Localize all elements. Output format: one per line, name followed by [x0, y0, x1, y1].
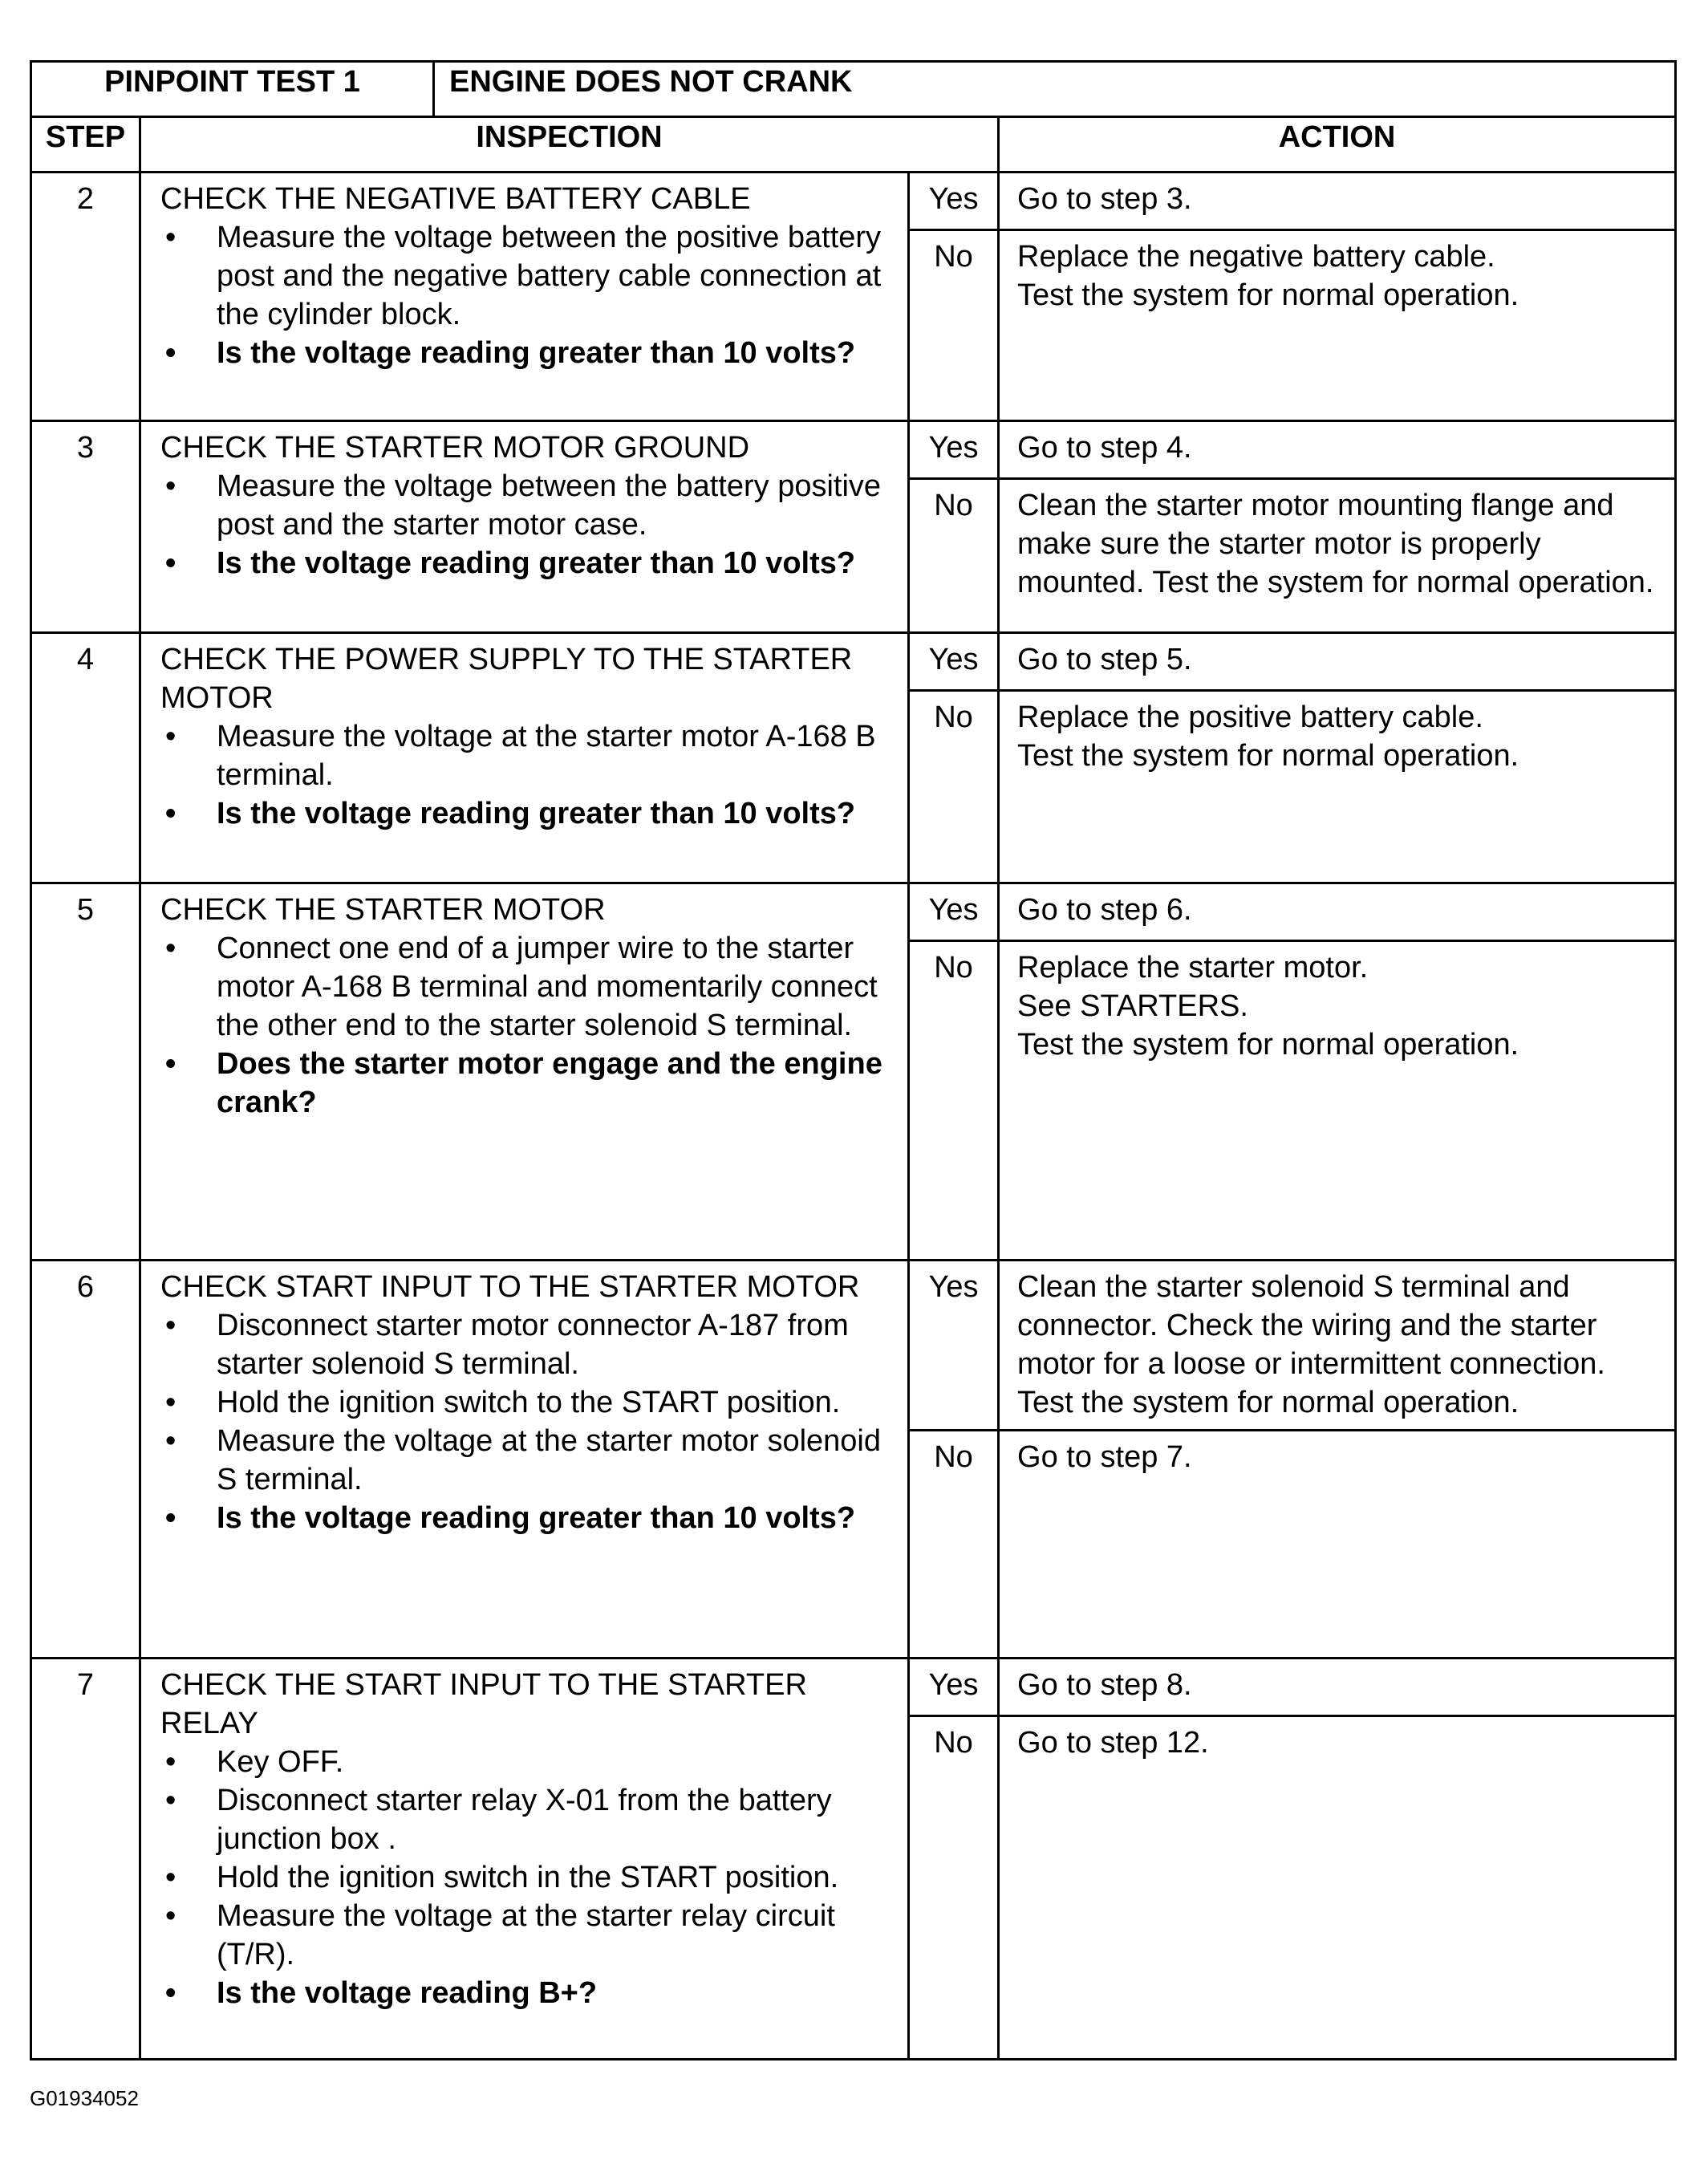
- action-line: Go to step 5.: [1017, 643, 1192, 676]
- inspection-cell: [140, 421, 909, 633]
- no-action: [999, 691, 1676, 883]
- step-number: 7: [31, 1659, 140, 2060]
- inspection-cell: [140, 173, 909, 421]
- inspection-question: • Does the starter motor engage and the engine crank?: [160, 1045, 895, 1122]
- step-title: CHECK START INPUT TO THE STARTER MOTOR: [160, 1270, 860, 1304]
- inspection-list: [160, 1306, 895, 1537]
- inspection-cell: [140, 1659, 909, 2060]
- yes-label: Yes: [909, 883, 999, 941]
- step-number: 3: [31, 421, 140, 633]
- yes-action: [999, 883, 1676, 941]
- step-number: 6: [31, 1261, 140, 1659]
- test-title: ENGINE DOES NOT CRANK: [434, 62, 1676, 117]
- action-line: Go to step 12.: [1017, 1726, 1209, 1760]
- action-line: Replace the negative battery cable.: [1017, 240, 1495, 274]
- inspection-bullet: • Hold the ignition switch in the START position.: [160, 1858, 895, 1897]
- inspection-bullet: • Disconnect starter motor connector A-187 from starter solenoid S terminal.: [160, 1306, 895, 1383]
- inspection-bullet: • Measure the voltage at the starter motor A-168 B terminal.: [160, 717, 895, 794]
- test-header-row: [31, 62, 1676, 117]
- no-action: [999, 230, 1676, 421]
- yes-action: [999, 1659, 1676, 1716]
- step-number: 5: [31, 883, 140, 1261]
- yes-label: Yes: [909, 1261, 999, 1431]
- step-row: [31, 1659, 1676, 1716]
- no-label: No: [909, 941, 999, 1261]
- figure-code: G01934052: [30, 2086, 139, 2110]
- action-line: Go to step 6.: [1017, 893, 1192, 927]
- action-line: See STARTERS.: [1017, 989, 1248, 1023]
- yes-action: [999, 633, 1676, 691]
- yes-action: [999, 173, 1676, 230]
- action-line: Go to step 3.: [1017, 182, 1192, 216]
- yes-action: [999, 421, 1676, 479]
- yes-action: [999, 1261, 1676, 1431]
- action-line: Test the system for normal operation.: [1017, 739, 1519, 773]
- step-title: CHECK THE STARTER MOTOR GROUND: [160, 431, 750, 465]
- step-row: [31, 173, 1676, 230]
- no-action: [999, 1431, 1676, 1659]
- inspection-list: [160, 218, 895, 372]
- action-line: Clean the starter solenoid S terminal and connector. Check the wiring and the starter motor for a loose or intermittent connection. Test the system for normal operation.: [1017, 1270, 1605, 1419]
- action-line: Go to step 8.: [1017, 1668, 1192, 1702]
- yes-label: Yes: [909, 633, 999, 691]
- action-line: Replace the positive battery cable.: [1017, 700, 1483, 734]
- test-label: PINPOINT TEST 1: [31, 62, 434, 117]
- inspection-question: • Is the voltage reading B+?: [160, 1974, 895, 2012]
- inspection-cell: [140, 633, 909, 883]
- col-inspection-header: INSPECTION: [140, 117, 999, 173]
- action-line: Test the system for normal operation.: [1017, 278, 1519, 312]
- yes-label: Yes: [909, 173, 999, 230]
- inspection-list: [160, 1743, 895, 2012]
- column-header-row: [31, 117, 1676, 173]
- action-line: Test the system for normal operation.: [1017, 1028, 1519, 1062]
- no-action: [999, 479, 1676, 633]
- step-row: [31, 1261, 1676, 1431]
- step-title: CHECK THE STARTER MOTOR: [160, 893, 606, 927]
- inspection-question: • Is the voltage reading greater than 10 volts?: [160, 334, 895, 372]
- no-label: No: [909, 1716, 999, 2060]
- step-number: 4: [31, 633, 140, 883]
- action-line: Replace the starter motor.: [1017, 951, 1369, 985]
- inspection-bullet: • Measure the voltage at the starter motor solenoid S terminal.: [160, 1422, 895, 1499]
- inspection-bullet: • Hold the ignition switch to the START position.: [160, 1383, 895, 1422]
- step-row: [31, 883, 1676, 941]
- inspection-bullet: • Connect one end of a jumper wire to the starter motor A-168 B terminal and momentarily connect the other end to the starter solenoid S terminal.: [160, 929, 895, 1045]
- no-action: [999, 941, 1676, 1261]
- inspection-question: • Is the voltage reading greater than 10 volts?: [160, 544, 895, 583]
- inspection-list: [160, 717, 895, 833]
- no-label: No: [909, 1431, 999, 1659]
- no-label: No: [909, 230, 999, 421]
- step-title: CHECK THE NEGATIVE BATTERY CABLE: [160, 182, 751, 216]
- step-title: CHECK THE POWER SUPPLY TO THE STARTER MOTOR: [160, 643, 853, 715]
- step-row: [31, 421, 1676, 479]
- inspection-question: • Is the voltage reading greater than 10 volts?: [160, 794, 895, 833]
- yes-label: Yes: [909, 1659, 999, 1716]
- inspection-list: [160, 929, 895, 1122]
- inspection-bullet: • Measure the voltage between the battery positive post and the starter motor case.: [160, 467, 895, 544]
- inspection-question: • Is the voltage reading greater than 10 volts?: [160, 1499, 895, 1537]
- inspection-bullet: • Measure the voltage between the positive battery post and the negative battery cable connection at the cylinder block.: [160, 218, 895, 334]
- action-line: Clean the starter motor mounting flange and make sure the starter motor is properly mounted. Test the system for normal operation.: [1017, 489, 1654, 599]
- step-row: [31, 633, 1676, 691]
- inspection-cell: [140, 883, 909, 1261]
- inspection-cell: [140, 1261, 909, 1659]
- no-action: [999, 1716, 1676, 2060]
- inspection-list: [160, 467, 895, 583]
- col-action-header: ACTION: [999, 117, 1676, 173]
- inspection-bullet: • Disconnect starter relay X-01 from the battery junction box .: [160, 1781, 895, 1858]
- pinpoint-test-table: [30, 60, 1677, 2060]
- step-title: CHECK THE START INPUT TO THE STARTER RELAY: [160, 1668, 807, 1740]
- action-line: Go to step 4.: [1017, 431, 1192, 465]
- inspection-bullet: • Measure the voltage at the starter relay circuit (T/R).: [160, 1897, 895, 1974]
- no-label: No: [909, 479, 999, 633]
- no-label: No: [909, 691, 999, 883]
- step-number: 2: [31, 173, 140, 421]
- action-line: Go to step 7.: [1017, 1440, 1192, 1474]
- yes-label: Yes: [909, 421, 999, 479]
- inspection-bullet: • Key OFF.: [160, 1743, 895, 1781]
- col-step-header: STEP: [31, 117, 140, 173]
